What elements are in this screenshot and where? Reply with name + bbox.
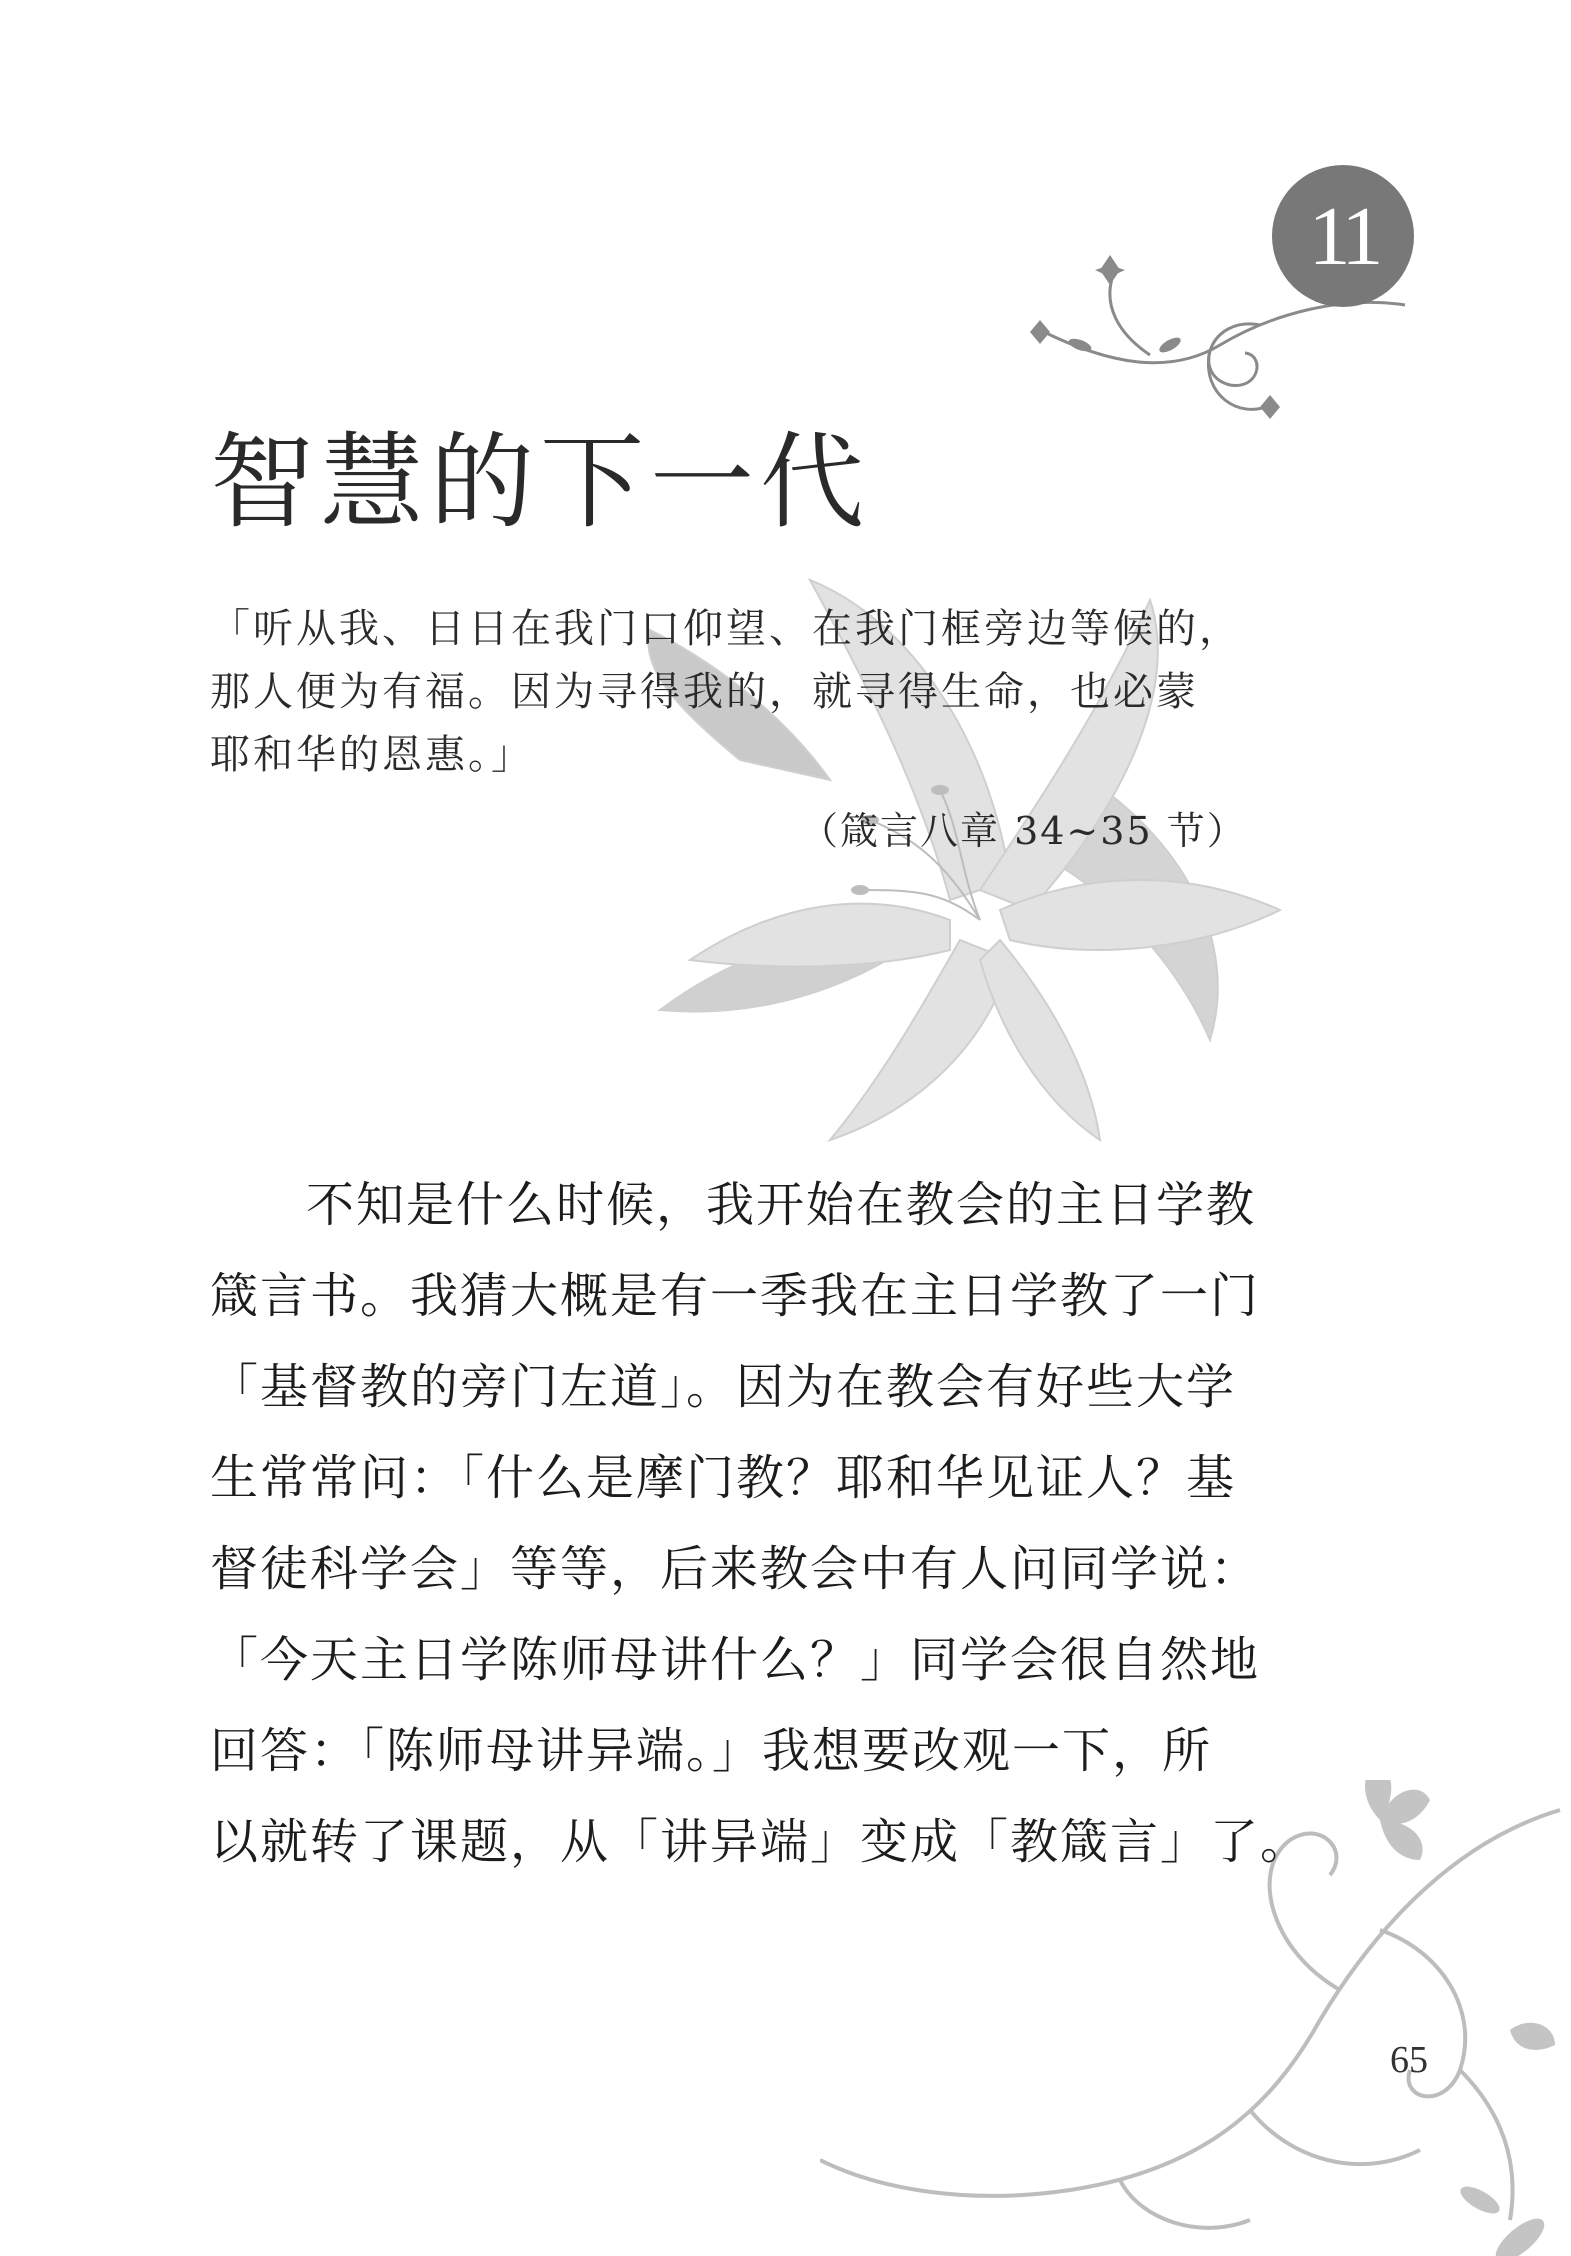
body-line: 回答：「陈师母讲异端。」我想要改观一下，所: [210, 1723, 1213, 1779]
body-line: 生常常问：「什么是摩门教？耶和华见证人？基: [210, 1450, 1237, 1506]
epigraph-line: 耶和华的恩惠。」: [210, 732, 534, 778]
epigraph-line: 那人便为有福。因为寻得我的，就寻得生命，也必蒙: [210, 669, 1199, 715]
body-paragraph: [210, 1160, 1311, 1888]
body-line: 督徒科学会」等等，后来教会中有人问同学说：: [210, 1541, 1261, 1597]
epigraph-line: 「听从我、日日在我门口仰望、在我门框旁边等候的，: [210, 606, 1242, 652]
epigraph-quote: [210, 598, 1240, 787]
body-line: 「今天主日学陈师母讲什么？」同学会很自然地: [210, 1632, 1261, 1688]
body-line: 「基督教的旁门左道」。因为在教会有好些大学: [210, 1359, 1237, 1415]
chapter-number-badge: [1272, 165, 1414, 307]
page-number: 65: [1390, 2039, 1428, 2081]
body-line: 以就转了课题，从「讲异端」变成「教箴言」了。: [210, 1814, 1311, 1870]
scripture-reference: （箴言八章 34~35 节）: [800, 809, 1247, 853]
body-line: 不知是什么时候，我开始在教会的主日学教: [306, 1177, 1257, 1233]
chapter-number: 11: [1308, 189, 1378, 283]
chapter-title: 智慧的下一代: [210, 421, 871, 543]
body-line: 箴言书。我猜大概是有一季我在主日学教了一门: [210, 1268, 1261, 1324]
